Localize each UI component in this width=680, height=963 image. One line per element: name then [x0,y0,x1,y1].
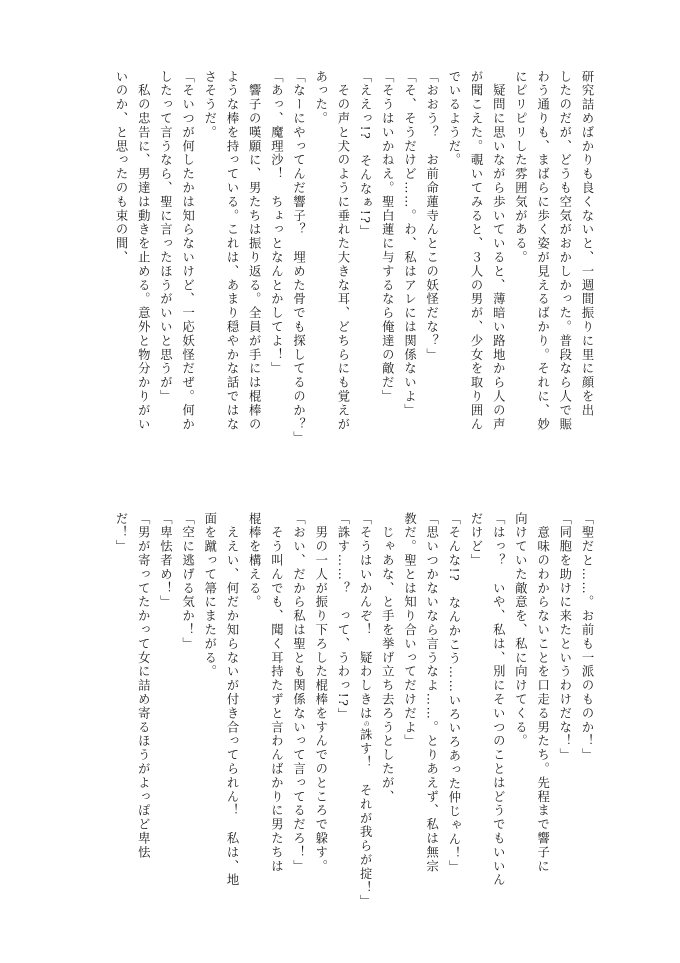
text-line: 「おい、だから私は聖とも関係ないって言ってるだろ！」 [291,512,306,874]
text-line: 教だ。聖とは知り合いってだけだよ」 [402,512,417,749]
upper-text-block [114,70,598,446]
text-segment: 誅す！ それが我らが掟！」 [358,728,373,909]
text-line: あった。 [313,70,328,126]
ruby-annotation: の [362,720,370,729]
text-line: 疑問に思いながら歩いていると、薄暗い路地から人の声 [491,70,506,432]
text-line: 「なーにやってんだ響子？ 埋めた骨でも探してるのか？」 [291,70,306,446]
lower-text-block [114,512,598,909]
text-line: 「思いつかないなら言うなよ……。とりあえず、私は無宗 [424,512,439,874]
text-line: にピリピリした雰囲気がある。 [513,70,528,265]
text-line: 「そ、そうだけど……。わ、私はアレには関係ないよ」 [402,70,417,418]
text-line: 「卑怯者め！」 [158,512,173,610]
text-line: さそうだ。 [202,70,217,140]
text-line: 「おおう？ お前命蓮寺んとこの妖怪だな？」 [424,70,439,362]
text-line: 棍棒を構える。 [247,512,262,610]
text-line: 「同胞を助けに来たというわけだな！」 [557,512,572,763]
text-line: 男の一人が振り下ろした棍棒をすんでのところで躱す。 [313,512,328,874]
text-line: 意味のわからないことを口走る男たち。先程まで響子に [535,512,550,874]
text-line: が聞こえた。覗いてみると、３人の男が、少女を取り囲ん [469,70,484,432]
text-line: 私の忠告に、男達は動きを止める。意外と物分かりがい [136,70,151,432]
text-line: 向けていた敵意を、私に向けてくる。 [513,512,528,749]
text-line: 響子の嘆願に、男たちは振り返る。全員が手には棍棒の [247,70,262,432]
text-line: 「はっ？ いや、私は、別にそいつのことはどうでもいいん [491,512,506,888]
text-line: 「そいつが何したかは知らないけど、一応妖怪だぜ。何か [180,70,195,432]
text-line-with-ruby [354,512,376,909]
text-line: でいるようだ。 [446,70,461,168]
text-line: 「ええっ!? そんなぁ!?」 [358,70,373,239]
text-line: 「あっ、魔理沙！ ちょっとなんとかしてよ！」 [269,70,284,376]
text-line: ええい、何だか知らないが付き合ってられん！ 私は、地 [225,512,239,888]
text-line: だ！」 [114,512,129,554]
text-line: その声と犬のように垂れた大きな耳、どちらにも覚えが [335,70,350,432]
text-line: 「そんな!? なんかこう……いろいろあった仲じゃん！」 [446,512,461,875]
text-line: 「空に逃げる気か！」 [180,512,195,651]
text-line: だけど」 [469,512,484,568]
text-line: したのだが、どうも空気がおかしかった。普段なら人で賑 [557,70,572,432]
text-line: 研究詰めばかりも良くないと、一週間振りに里に顔を出 [580,70,594,418]
text-line: いのか、と思ったのも束の間、 [114,70,129,265]
text-line: 「聖だと……。お前も一派のものか！」 [580,512,594,763]
text-line: そう叫んでも、聞く耳持たずと言わんばかりに男たちは [269,512,284,874]
text-line: 面を蹴って箒にまたがる。 [202,512,217,679]
text-line: 「男が寄ってたかって女に詰め寄るほうがよっぽど卑怯 [136,512,151,860]
text-line: じゃあな、と手を挙げ立ち去ろうとしたが、 [380,512,395,804]
text-line: わう通りも、まばらに歩く姿が見えるばかり。それに、妙 [535,70,550,432]
text-line: したって言うなら、聖に言ったほうがいいと思うが」 [158,70,173,404]
text-line: ような棒を持っている。これは、あまり穏やかな話ではな [225,70,239,432]
text-line: 「そうはいかねえ。聖白蓮に与するなら俺達の敵だ」 [380,70,395,404]
text-line: 「誅す……？ って、うわっ!?」 [335,512,350,722]
text-segment: 「そうはいかんぞ！ 疑わしきは [358,512,373,721]
